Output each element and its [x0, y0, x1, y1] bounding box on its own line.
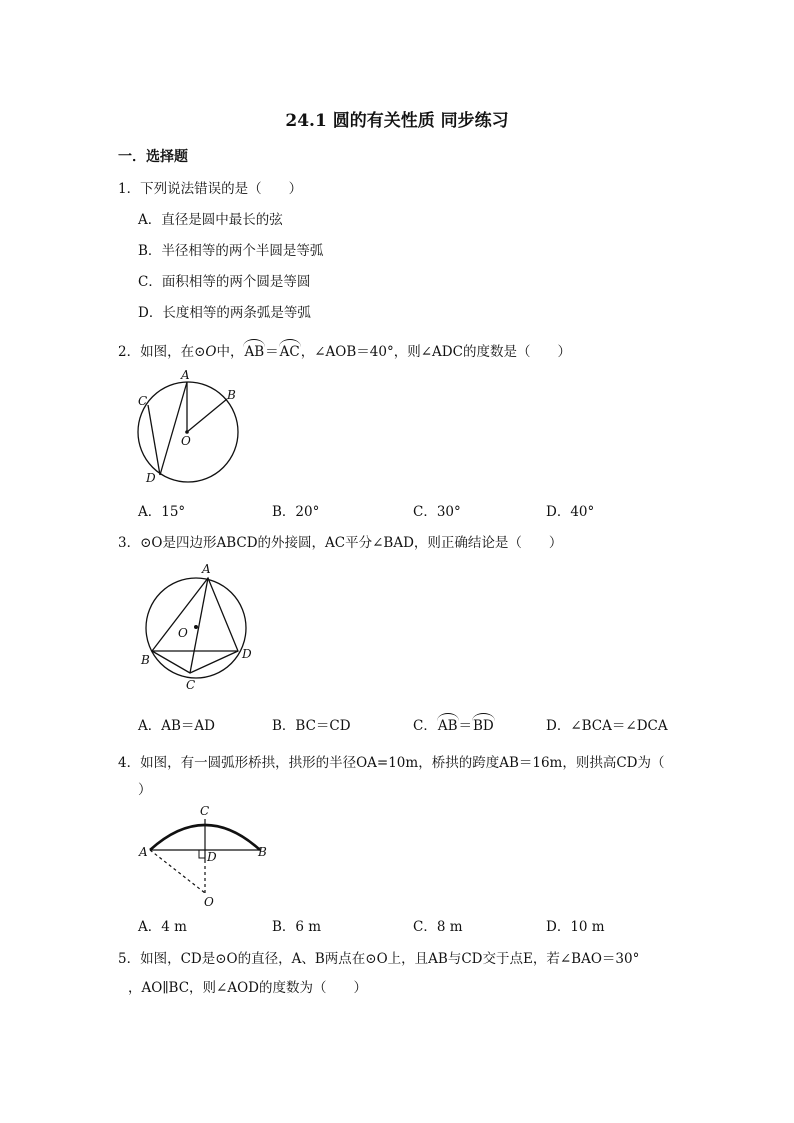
- question-1-option-b: B．半径相等的两个半圆是等弧: [138, 243, 324, 259]
- label-c: C: [200, 804, 210, 818]
- segment-ob: [187, 399, 227, 432]
- label-c: C: [138, 394, 148, 408]
- question-3-option-a: A．AB＝AD: [138, 718, 215, 734]
- label-b: B: [258, 845, 267, 859]
- label-o: O: [204, 895, 214, 909]
- question-1-stem: 1．下列说法错误的是（ ）: [118, 181, 303, 197]
- question-2-stem: [118, 340, 571, 360]
- point-o: O: [205, 344, 217, 360]
- question-2-option-d: D．40°: [546, 504, 595, 520]
- center-dot: [194, 625, 198, 629]
- question-1-option-d: D．长度相等的两条弧是等弧: [138, 305, 311, 321]
- arc-ac: AC: [279, 344, 300, 360]
- label-o: O: [178, 626, 188, 640]
- question-2-option-c: C．30°: [413, 504, 461, 520]
- question-3-option-c: [413, 714, 495, 734]
- question-5-stem-line-2: ，AO∥BC，则∠AOD的度数为（ ）: [128, 980, 368, 996]
- label-d: D: [242, 647, 252, 661]
- label-o: O: [181, 434, 191, 448]
- arc-ab: AB: [244, 344, 265, 360]
- label-a: A: [139, 845, 148, 859]
- equals-sign: ＝: [265, 344, 279, 360]
- question-3-option-d: D．∠BCA＝∠DCA: [546, 718, 668, 734]
- arc-ab: AB: [437, 718, 458, 734]
- question-2-option-b: B．20°: [272, 504, 320, 520]
- equals-sign: ＝: [458, 718, 473, 734]
- segment-ad: [160, 382, 187, 475]
- question-3-option-b: B．BC＝CD: [272, 718, 351, 734]
- label-a: A: [202, 562, 211, 576]
- page-title: 24.1 圆的有关性质 同步练习: [285, 111, 509, 131]
- label-c: C: [186, 678, 196, 692]
- question-2-condition: ，∠AOB＝40°，则∠ADC的度数是（ ）: [300, 344, 571, 360]
- question-4-option-d: D．10 m: [546, 919, 605, 935]
- question-2-text: 中，: [216, 344, 244, 360]
- question-1-option-a: A．直径是圆中最长的弦: [138, 212, 283, 228]
- question-4-option-c: C．8 m: [413, 919, 463, 935]
- segment-ao: [150, 850, 205, 893]
- question-4-stem-line-1: 4．如图，有一圆弧形桥拱，拱形的半径OA=10m，桥拱的跨度AB＝16m，则拱高CD为（: [118, 755, 665, 771]
- question-5-stem-line-1: 5．如图，CD是⊙O的直径，A、B两点在⊙O上，且AB与CD交于点E，若∠BAO＝30°: [118, 951, 640, 967]
- diagonal-ac: [190, 578, 208, 673]
- arc-bd: BD: [473, 718, 494, 734]
- label-a: A: [181, 368, 190, 382]
- question-2-num: 2．如图，在: [118, 344, 195, 360]
- question-2-option-a: A．15°: [138, 504, 186, 520]
- circle-symbol: ⊙: [194, 344, 206, 360]
- label-d: D: [146, 471, 156, 485]
- question-4-option-b: B．6 m: [272, 919, 322, 935]
- question-4-option-a: A．4 m: [138, 919, 187, 935]
- question-4-figure: [132, 800, 277, 910]
- label-d: D: [207, 850, 217, 864]
- option-c-prefix: C．: [413, 718, 437, 734]
- question-3-figure: [136, 558, 262, 696]
- question-3-stem: 3．⊙O是四边形ABCD的外接圆，AC平分∠BAD，则正确结论是（ ）: [118, 535, 563, 551]
- label-b: B: [141, 653, 150, 667]
- section-heading: 一．选择题: [118, 149, 188, 165]
- right-angle-mark: [199, 850, 205, 858]
- question-1-option-c: C．面积相等的两个圆是等圆: [138, 274, 311, 290]
- label-b: B: [227, 388, 236, 402]
- question-2-figure: [128, 365, 248, 490]
- question-4-stem-line-2: ）: [138, 782, 152, 798]
